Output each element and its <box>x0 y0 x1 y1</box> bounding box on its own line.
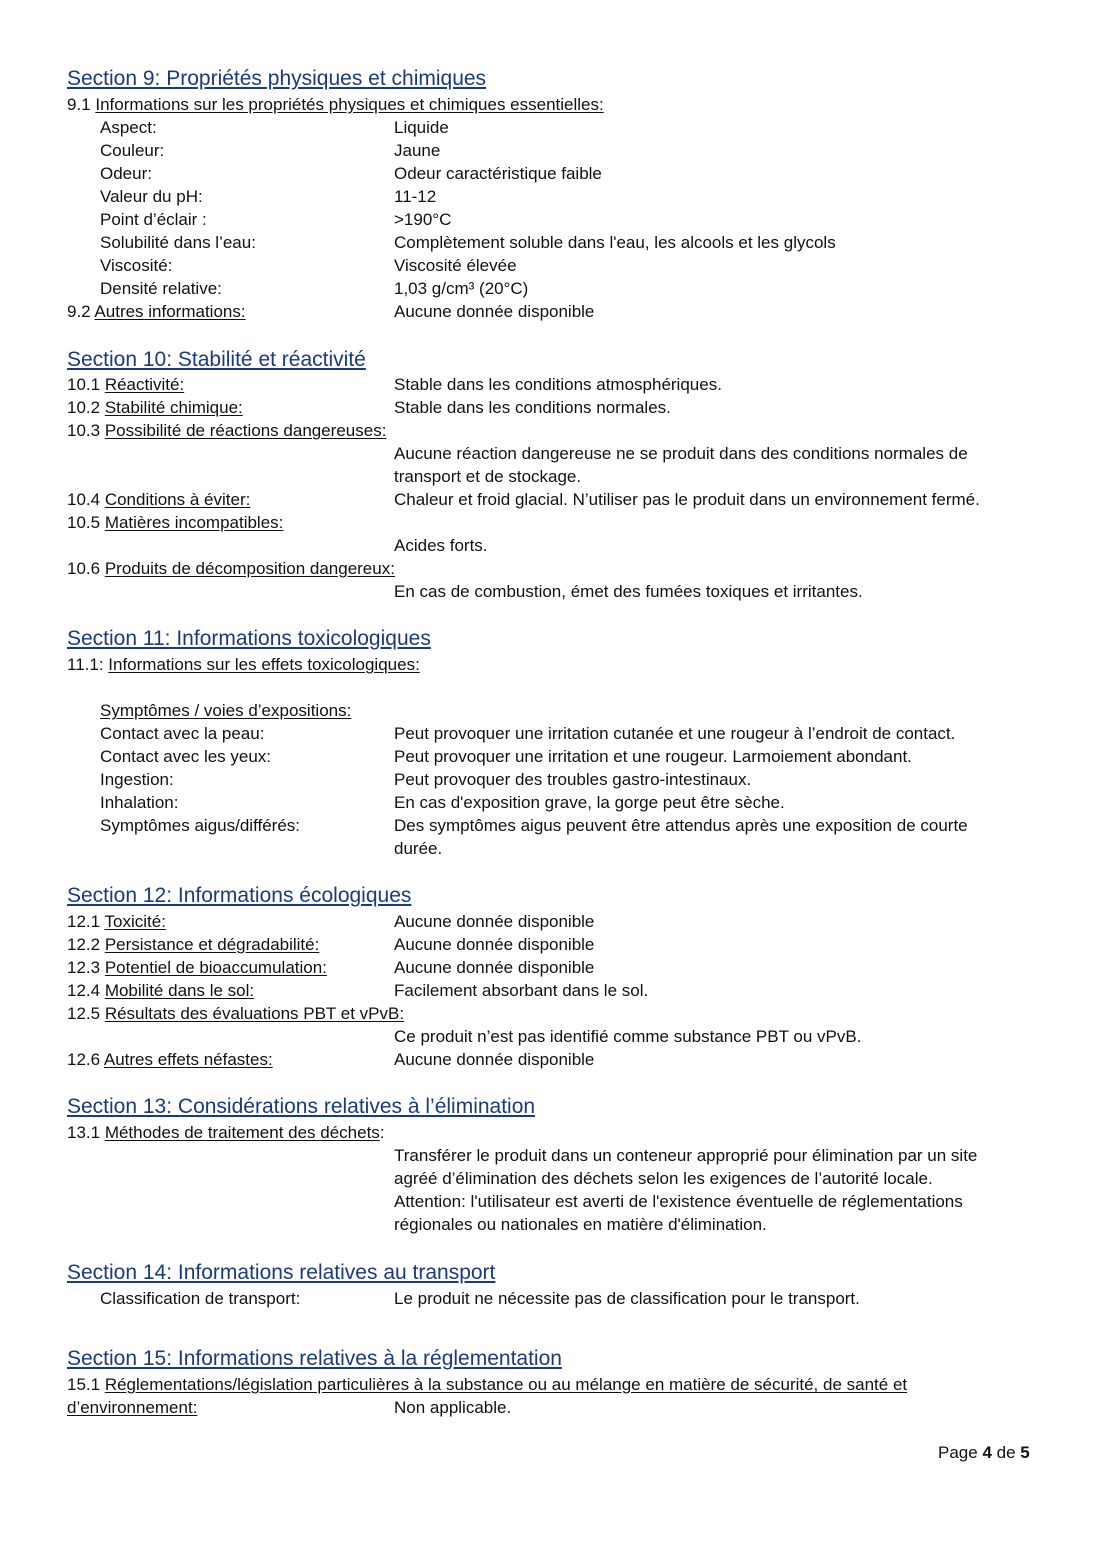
subsection-value: Aucune donnée disponible <box>394 958 595 977</box>
subsection-value: Facilement absorbant dans le sol. <box>394 981 649 1000</box>
subsection-number: 10.4 <box>67 490 105 509</box>
total-pages: 5 <box>1020 1443 1030 1462</box>
subsection-11-1 <box>67 653 420 676</box>
subsection-number: 10.3 <box>67 421 105 440</box>
subsection-12-5 <box>67 1002 404 1025</box>
current-page: 4 <box>982 1443 992 1462</box>
subsection-heading: Toxicité: <box>104 912 166 931</box>
subsection-number: 10.5 <box>67 513 105 532</box>
subsection-value: Ce produit n’est pas identifié comme substance PBT ou vPvB. <box>394 1027 862 1046</box>
section-12-title: Section 12: Informations écologiques <box>67 884 412 907</box>
property-value: Complètement soluble dans l'eau, les alcools et les glycols <box>394 233 836 252</box>
subsection-10-2 <box>67 396 243 419</box>
subsection-heading: Réactivité: <box>104 375 185 394</box>
exposure-label: Inhalation: <box>100 793 179 812</box>
exposure-label: Contact avec la peau: <box>100 724 265 743</box>
subsection-value: Transférer le produit dans un conteneur approprié pour élimination par un site <box>394 1146 978 1165</box>
subsection-10-5 <box>67 511 283 534</box>
page-number <box>938 1442 1030 1464</box>
subsection-9-1 <box>67 93 604 116</box>
subsection-heading: Méthodes de traitement des déchets <box>104 1123 380 1142</box>
property-value: Liquide <box>394 118 449 137</box>
exposure-label: Ingestion: <box>100 770 174 789</box>
subsection-value: Aucune donnée disponible <box>394 1050 595 1069</box>
subsection-value: Aucune donnée disponible <box>394 912 595 931</box>
subsection-value: Attention: l'utilisateur est averti de l'existence éventuelle de réglementations <box>394 1192 963 1211</box>
subsection-number: 10.1 <box>67 375 105 394</box>
subsection-value: transport et de stockage. <box>394 467 582 486</box>
property-label: Odeur: <box>100 164 152 183</box>
property-value: Viscosité élevée <box>394 256 517 275</box>
subsection-number: 10.6 <box>67 559 105 578</box>
transport-value: Le produit ne nécessite pas de classification pour le transport. <box>394 1289 860 1308</box>
subsection-value: régionales ou nationales en matière d'élimination. <box>394 1215 767 1234</box>
subsection-value: Chaleur et froid glacial. N’utiliser pas le produit dans un environnement fermé. <box>394 490 980 509</box>
subsection-heading: Matières incompatibles: <box>104 513 284 532</box>
subsection-heading: Mobilité dans le sol: <box>104 981 255 1000</box>
exposure-label: Contact avec les yeux: <box>100 747 272 766</box>
subsection-heading: Autres effets néfastes: <box>103 1050 273 1069</box>
exposure-label: Symptômes aigus/différés: <box>100 816 300 835</box>
subsection-10-4 <box>67 488 250 511</box>
subsection-heading: Résultats des évaluations PBT et vPvB: <box>104 1004 405 1023</box>
property-label: Point d’éclair : <box>100 210 207 229</box>
subsection-heading: Persistance et dégradabilité: <box>104 935 320 954</box>
property-value: >190°C <box>394 210 452 229</box>
subsection-value: Aucune réaction dangereuse ne se produit dans des conditions normales de <box>394 444 968 463</box>
subsection-number: 13.1 <box>67 1123 105 1142</box>
subsection-number: 9.1 <box>67 95 96 114</box>
of-word: de <box>991 1443 1021 1462</box>
section-13-title: Section 13: Considérations relatives à l’élimination <box>67 1095 536 1118</box>
subsection-value: Stable dans les conditions atmosphériques. <box>394 375 722 394</box>
subsection-12-2 <box>67 933 319 956</box>
subsection-10-1 <box>67 373 184 396</box>
exposure-value: Peut provoquer une irritation et une rougeur. Larmoiement abondant. <box>394 747 912 766</box>
exposure-value: Peut provoquer une irritation cutanée et une rougeur à l’endroit de contact. <box>394 724 956 743</box>
property-value: Jaune <box>394 141 441 160</box>
section-9-title: Section 9: Propriétés physiques et chimiques <box>67 67 487 90</box>
section-15-title: Section 15: Informations relatives à la réglementation <box>67 1347 562 1370</box>
exposure-value: Des symptômes aigus peuvent être attendus après une exposition de courte <box>394 816 968 835</box>
subsection-number: 12.1 <box>67 912 105 931</box>
exposure-value: Peut provoquer des troubles gastro-intestinaux. <box>394 770 752 789</box>
subsection-number: 10.2 <box>67 398 105 417</box>
page-word: Page <box>938 1443 983 1462</box>
property-label: Couleur: <box>100 141 165 160</box>
subsection-heading: Possibilité de réactions dangereuses: <box>104 421 387 440</box>
subsection-value: Aucune donnée disponible <box>394 302 595 321</box>
subsection-number: 12.6 <box>67 1050 104 1069</box>
subsection-value: Stable dans les conditions normales. <box>394 398 671 417</box>
exposure-value-continued: durée. <box>394 839 443 858</box>
subsection-15-1 <box>67 1373 907 1396</box>
subsection-number: 12.5 <box>67 1004 105 1023</box>
subsection-heading: Potentiel de bioaccumulation: <box>104 958 327 977</box>
subsection-heading: Réglementations/législation particulières à la substance ou au mélange en matière de sécurité, de santé et <box>104 1375 908 1394</box>
property-label: Densité relative: <box>100 279 222 298</box>
exposure-value: En cas d'exposition grave, la gorge peut être sèche. <box>394 793 785 812</box>
section-11-title: Section 11: Informations toxicologiques <box>67 627 431 650</box>
subsection-value: agréé d’élimination des déchets selon les exigences de l’autorité locale. <box>394 1169 933 1188</box>
subsection-value: Non applicable. <box>394 1398 512 1417</box>
subsection-heading: Autres informations: <box>94 302 246 321</box>
section-14-title: Section 14: Informations relatives au transport <box>67 1261 496 1284</box>
section-10-title: Section 10: Stabilité et réactivité <box>67 348 366 371</box>
property-value: 1,03 g/cm³ (20°C) <box>394 279 529 298</box>
subsection-heading: Stabilité chimique: <box>104 398 243 417</box>
property-value: 11-12 <box>394 187 437 206</box>
subsection-heading: Conditions à éviter: <box>104 490 251 509</box>
subsection-12-1 <box>67 910 166 933</box>
subsection-value: Acides forts. <box>394 536 488 555</box>
property-label: Solubilité dans l’eau: <box>100 233 256 252</box>
subsection-number: 12.2 <box>67 935 105 954</box>
subsection-10-6 <box>67 557 395 580</box>
property-label: Valeur du pH: <box>100 187 203 206</box>
subsection-number: 12.4 <box>67 981 105 1000</box>
subsection-12-6 <box>67 1048 273 1071</box>
subsection-10-3 <box>67 419 386 442</box>
subsection-12-4 <box>67 979 254 1002</box>
subsection-9-2 <box>67 300 246 323</box>
subsection-number: 9.2 <box>67 302 95 321</box>
property-label: Aspect: <box>100 118 157 137</box>
subsection-heading: Produits de décomposition dangereux: <box>104 559 395 578</box>
heading-colon: : <box>379 1123 385 1142</box>
subsection-value: En cas de combustion, émet des fumées toxiques et irritantes. <box>394 582 863 601</box>
subsection-heading: Informations sur les propriétés physiques et chimiques essentielles: <box>95 95 604 114</box>
subsection-12-3 <box>67 956 327 979</box>
subsection-number: 15.1 <box>67 1375 105 1394</box>
property-value: Odeur caractéristique faible <box>394 164 602 183</box>
subsection-heading-continued: d’environnement: <box>67 1398 198 1417</box>
subsection-value: Aucune donnée disponible <box>394 935 595 954</box>
subsection-number: 11.1: <box>67 655 109 674</box>
symptoms-subheading: Symptômes / voies d’expositions: <box>100 701 352 720</box>
subsection-number: 12.3 <box>67 958 105 977</box>
subsection-13-1 <box>67 1121 385 1144</box>
transport-label: Classification de transport: <box>100 1289 301 1308</box>
property-label: Viscosité: <box>100 256 173 275</box>
subsection-heading: Informations sur les effets toxicologiques: <box>108 655 420 674</box>
